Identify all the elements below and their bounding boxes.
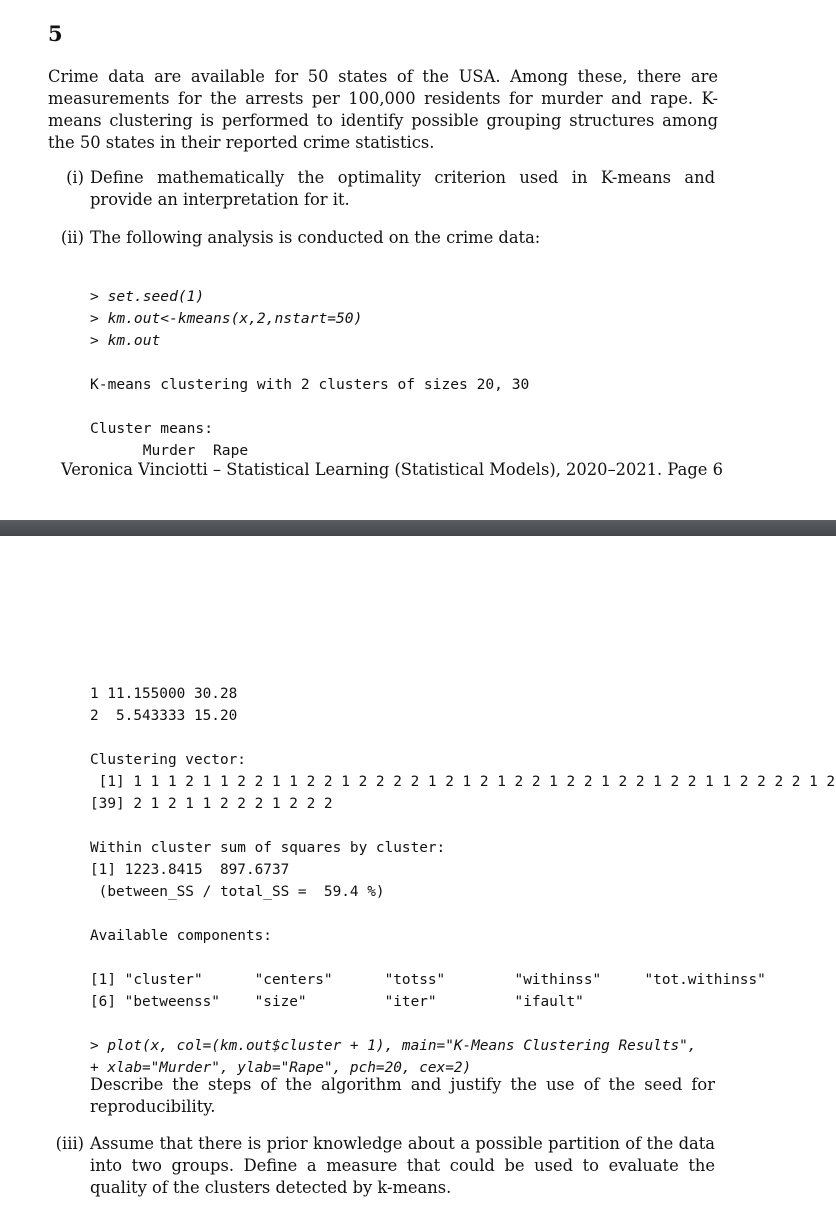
page-lower — [0, 536, 836, 1216]
code-block-top — [90, 264, 529, 462]
part-iii-text: Assume that there is prior knowledge about a possible partition of the data into two groups. Define a measure that could be used to evaluate the quality of the clusters detected by k-means. — [90, 1134, 715, 1197]
question-number: 5 — [48, 21, 63, 46]
code-line: Within cluster sum of squares by cluster: — [90, 840, 446, 856]
page-separator — [0, 520, 836, 536]
code-line: > km.out — [90, 332, 161, 349]
question-intro: Crime data are available for 50 states of the USA. Among these, there are measurements for the arrests per 100,000 residents for murder and rape. K-means clustering is performed to identify possible grouping structures among the 50 states in their reported crime statistics. — [48, 67, 718, 152]
code-block-bottom — [90, 661, 835, 1079]
part-iii-label: (iii) — [55, 1134, 84, 1153]
code-line: [1] 1 1 1 2 1 1 2 2 1 1 2 2 1 2 2 2 2 1 2 1 2 1 2 2 1 2 2 1 2 2 1 2 2 1 1 2 2 2 2 1 2 — [90, 774, 836, 790]
code-line: Cluster means: — [90, 420, 214, 437]
code-line: > km.out<-kmeans(x,2,nstart=50) — [90, 310, 363, 327]
page-upper — [0, 0, 836, 520]
code-line: Available components: — [90, 928, 272, 944]
code-line: 2 5.543333 15.20 — [90, 708, 238, 724]
code-line: [1] "cluster" "centers" "totss" "withinss" "tot.withinss" — [90, 972, 766, 988]
part-i-text: Define mathematically the optimality criterion used in K-means and provide an interpretation for it. — [90, 168, 715, 209]
code-line: > plot(x, col=(km.out$cluster + 1), main="K-Means Clustering Results", — [90, 1038, 697, 1054]
code-line: [39] 2 1 2 1 1 2 2 2 1 2 2 2 — [90, 796, 333, 812]
code-line: Clustering vector: — [90, 752, 246, 768]
code-line: + xlab="Murder", ylab="Rape", pch=20, cex=2) — [90, 1060, 472, 1076]
part-ii-label: (ii) — [60, 228, 84, 247]
code-line: [6] "betweenss" "size" "iter" "ifault" — [90, 994, 584, 1010]
code-line: K-means clustering with 2 clusters of sizes 20, 30 — [90, 376, 530, 393]
code-line: 1 11.155000 30.28 — [90, 686, 238, 702]
code-line: [1] 1223.8415 897.6737 — [90, 862, 290, 878]
part-i-label: (i) — [66, 168, 84, 187]
code-line: (between_SS / total_SS = 59.4 %) — [90, 884, 385, 900]
part-ii-text: The following analysis is conducted on the crime data: — [90, 228, 541, 247]
page-footer: Veronica Vinciotti – Statistical Learning (Statistical Models), 2020–2021. Page 6 — [61, 460, 723, 479]
code-line: > set.seed(1) — [90, 288, 205, 305]
code-line: Murder Rape — [90, 442, 249, 459]
part-ii-followup-text: Describe the steps of the algorithm and justify the use of the seed for reproducibility. — [90, 1075, 715, 1116]
